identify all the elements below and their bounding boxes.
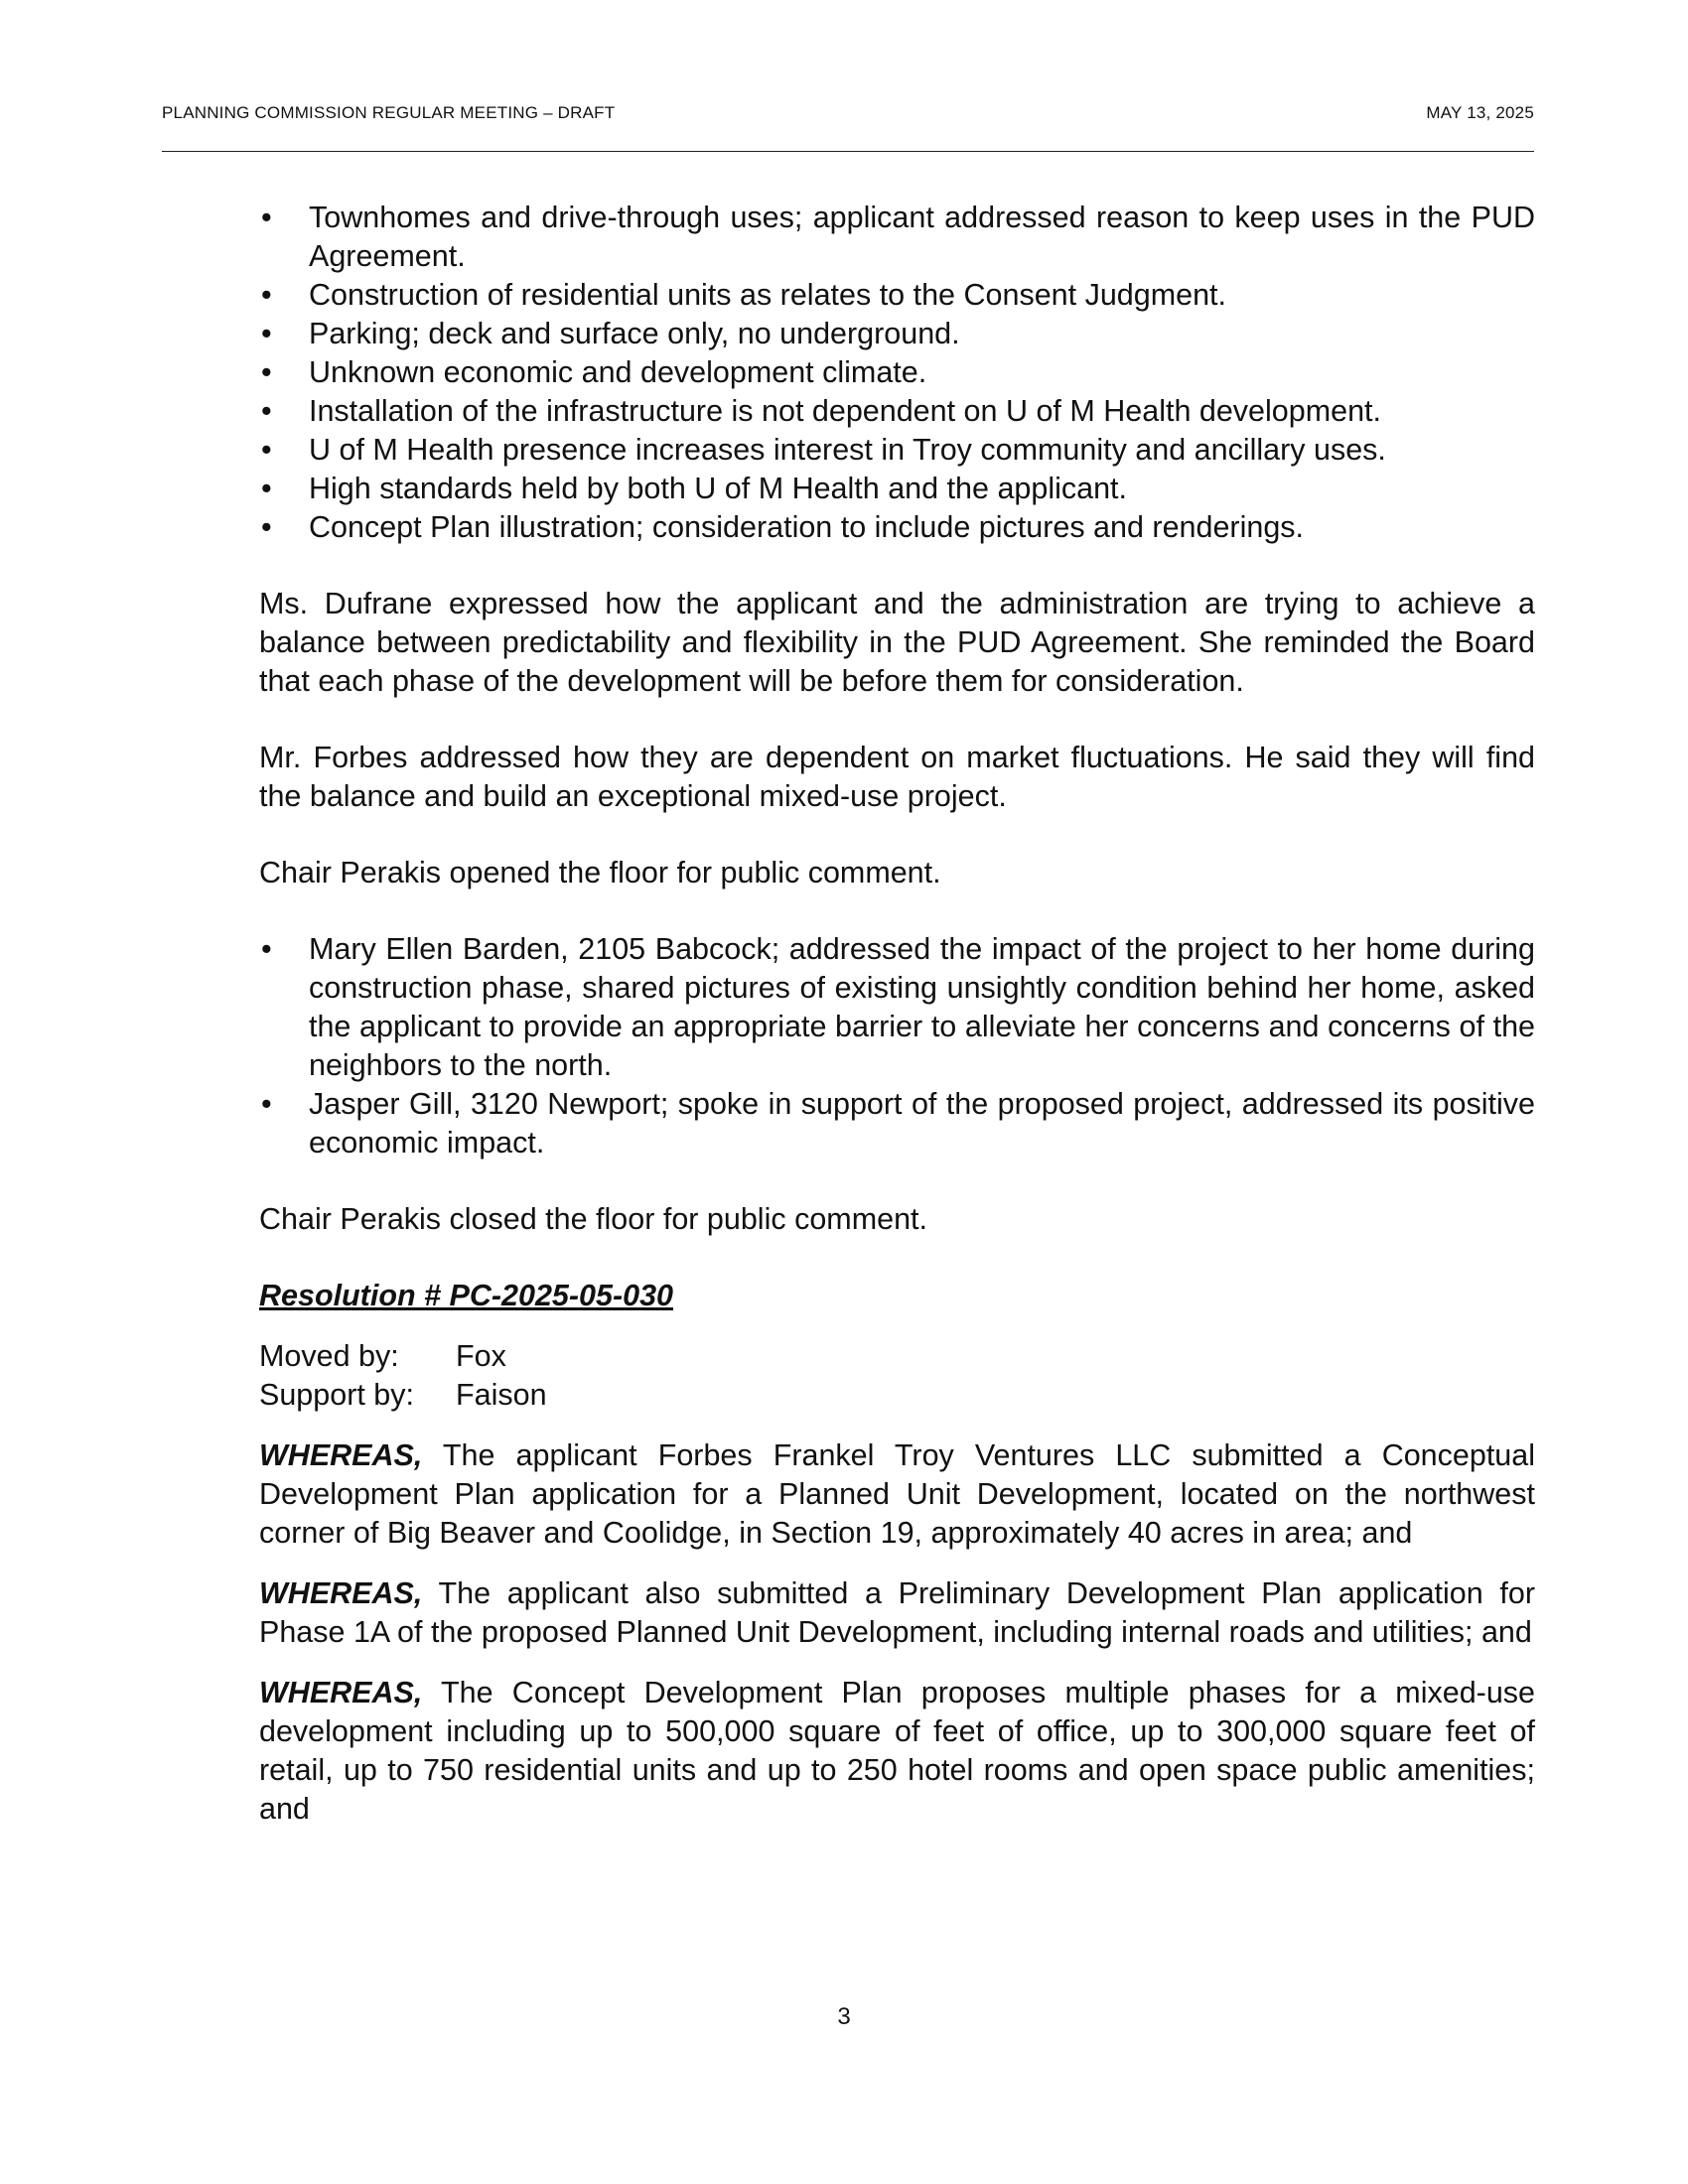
list-item	[259, 1085, 1535, 1162]
list-item	[259, 276, 1535, 315]
list-item-text: Installation of the infrastructure is not dependent on U of M Health development.	[309, 394, 1381, 428]
page-number: 3	[837, 2003, 851, 2030]
whereas-clause	[259, 1574, 1535, 1652]
list-item-text: Townhomes and drive-through uses; applicant addressed reason to keep uses in the PUD Agreement.	[309, 201, 1535, 273]
header-meeting-title: PLANNING COMMISSION REGULAR MEETING – DRAFT	[162, 103, 616, 122]
resolution-title	[259, 1277, 1535, 1315]
whereas-clause	[259, 1674, 1535, 1829]
list-item	[259, 930, 1535, 1085]
support-by-label: Support by:	[259, 1378, 414, 1412]
list-item-text: Parking; deck and surface only, no underground.	[309, 317, 960, 350]
whereas-text: The Concept Development Plan proposes multiple phases for a mixed-use development including up to 500,000 square of feet of office, up to 300,000 square feet of retail, up to 750 residential units and up to 250 hotel rooms and open space public amenities; and	[259, 1676, 1535, 1826]
bullet-icon: •	[261, 932, 272, 966]
bullet-icon: •	[261, 1087, 272, 1121]
bullet-icon: •	[261, 355, 272, 389]
list-item	[259, 353, 1535, 392]
support-by-value: Faison	[456, 1378, 547, 1412]
list-item-text: Concept Plan illustration; consideration to include pictures and renderings.	[309, 510, 1305, 544]
bullet-icon: •	[261, 394, 272, 428]
page-header	[162, 103, 1534, 152]
public-comment-list	[259, 930, 1535, 1162]
list-item-text: Mary Ellen Barden, 2105 Babcock; addressed the impact of the project to her home during construction phase, shared pictures of existing unsightly condition behind her home, asked the applicant to provide an appropriate barrier to alleviate her concerns and concerns of the neighbors to the north.	[309, 932, 1535, 1082]
bullet-icon: •	[261, 278, 272, 312]
whereas-keyword: WHEREAS,	[259, 1676, 423, 1709]
list-item-text: Unknown economic and development climate.	[309, 355, 927, 389]
support-by-row	[259, 1376, 1535, 1415]
public-comment-close: Chair Perakis closed the floor for public comment.	[259, 1202, 927, 1236]
whereas-text: The applicant Forbes Frankel Troy Ventures LLC submitted a Conceptual Development Plan application for a Planned Unit Development, located on the northwest corner of Big Beaver and Coolidge, in Section 19, approximately 40 acres in area; and	[259, 1438, 1535, 1550]
whereas-clause	[259, 1436, 1535, 1553]
whereas-keyword: WHEREAS,	[259, 1438, 423, 1472]
moved-by-row	[259, 1337, 1535, 1376]
list-item	[259, 199, 1535, 276]
header-meeting-date: MAY 13, 2025	[1426, 103, 1534, 122]
list-item-text: U of M Health presence increases interest in Troy community and ancillary uses.	[309, 433, 1386, 467]
list-item-text: High standards held by both U of M Health and the applicant.	[309, 472, 1128, 505]
list-item	[259, 315, 1535, 353]
bullet-icon: •	[261, 510, 272, 544]
list-item	[259, 392, 1535, 431]
bullet-icon: •	[261, 201, 272, 234]
list-item-text: Construction of residential units as relates to the Consent Judgment.	[309, 278, 1226, 312]
discussion-bullet-list	[259, 199, 1535, 547]
bullet-icon: •	[261, 317, 272, 350]
bullet-icon: •	[261, 433, 272, 467]
whereas-text: The applicant also submitted a Preliminary Development Plan application for Phase 1A of the proposed Planned Unit Development, including internal roads and utilities; and	[259, 1576, 1535, 1649]
list-item	[259, 470, 1535, 508]
bullet-icon: •	[261, 472, 272, 505]
paragraph-dufrane: Ms. Dufrane expressed how the applicant and the administration are trying to achieve a balance between predictability and flexibility in the PUD Agreement. She reminded the Board that each phase of the development will be before them for consideration.	[259, 587, 1535, 698]
moved-by-label: Moved by:	[259, 1339, 399, 1373]
list-item-text: Jasper Gill, 3120 Newport; spoke in support of the proposed project, addressed its positive economic impact.	[309, 1087, 1535, 1160]
moved-by-value: Fox	[456, 1339, 506, 1373]
whereas-keyword: WHEREAS,	[259, 1576, 423, 1610]
list-item	[259, 508, 1535, 547]
document-body	[259, 199, 1535, 1829]
public-comment-open: Chair Perakis opened the floor for public comment.	[259, 856, 941, 889]
list-item	[259, 431, 1535, 470]
resolution-title-text: Resolution # PC-2025-05-030	[259, 1279, 673, 1312]
paragraph-forbes: Mr. Forbes addressed how they are dependent on market fluctuations. He said they will find the balance and build an exceptional mixed-use project.	[259, 741, 1535, 813]
